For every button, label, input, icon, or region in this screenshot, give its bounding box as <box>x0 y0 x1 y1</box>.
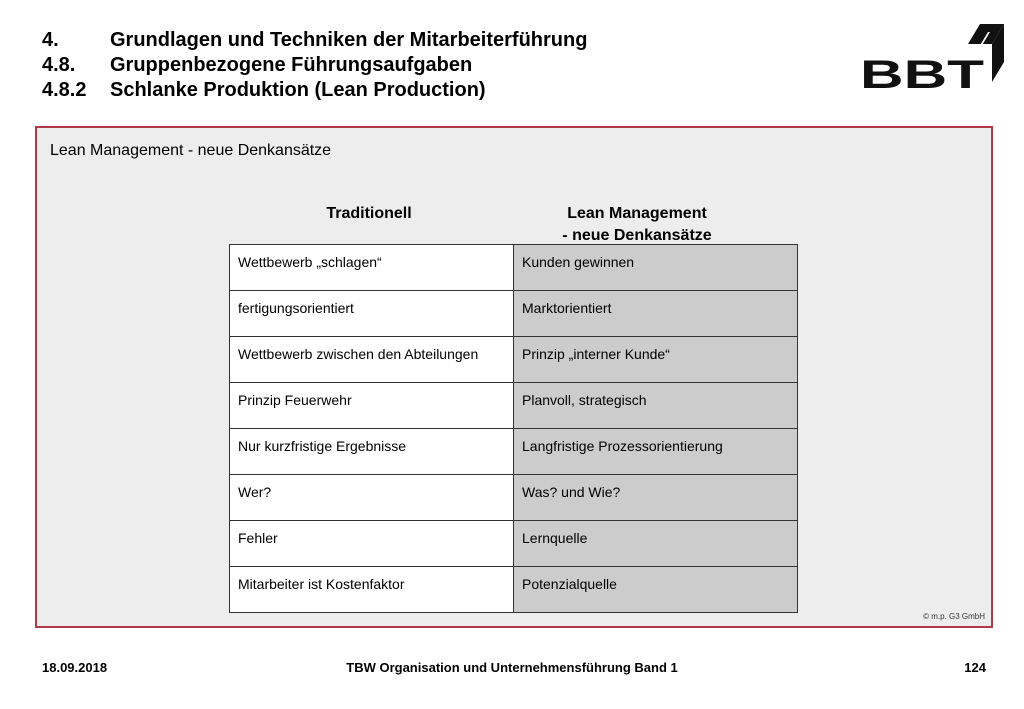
traditional-cell: fertigungsorientiert <box>230 291 514 337</box>
table-row <box>230 383 798 429</box>
header-line-3 <box>42 78 587 103</box>
table-row <box>230 337 798 383</box>
header-line-1 <box>42 28 587 53</box>
copyright-note: © m.p. G3 GmbH <box>923 612 985 621</box>
column-header-lean-line2: - neue Denkansätze <box>562 227 712 244</box>
traditional-cell: Wettbewerb zwischen den Abteilungen <box>230 337 514 383</box>
lean-cell: Langfristige Prozessorientierung <box>514 429 798 475</box>
traditional-cell: Prinzip Feuerwehr <box>230 383 514 429</box>
traditional-cell: Mitarbeiter ist Kostenfaktor <box>230 567 514 613</box>
table-row <box>230 475 798 521</box>
footer-page-number: 124 <box>964 660 986 675</box>
lean-cell: Kunden gewinnen <box>514 245 798 291</box>
header-number: 4.8.2 <box>42 79 87 101</box>
lean-cell: Prinzip „interner Kunde“ <box>514 337 798 383</box>
column-header-lean <box>537 203 737 247</box>
table-row <box>230 429 798 475</box>
column-header-lean-line1: Lean Management <box>567 205 707 222</box>
header-number: 4. <box>42 29 59 51</box>
panel-subtitle: Lean Management - neue Denkansätze <box>50 142 332 159</box>
table-row <box>230 291 798 337</box>
comparison-table <box>229 244 798 613</box>
header-number: 4.8. <box>42 54 76 76</box>
slide-header <box>42 28 587 103</box>
lean-cell: Planvoll, strategisch <box>514 383 798 429</box>
header-text: Schlanke Produktion (Lean Production) <box>110 79 486 101</box>
header-text: Gruppenbezogene Führungsaufgaben <box>110 54 473 76</box>
traditional-cell: Nur kurzfristige Ergebnisse <box>230 429 514 475</box>
table-row <box>230 521 798 567</box>
table-row <box>230 245 798 291</box>
traditional-cell: Fehler <box>230 521 514 567</box>
lean-cell: Lernquelle <box>514 521 798 567</box>
footer-date: 18.09.2018 <box>42 660 108 675</box>
lean-cell: Marktorientiert <box>514 291 798 337</box>
content-panel <box>35 126 993 628</box>
lean-cell: Was? und Wie? <box>514 475 798 521</box>
logo-text: BBT <box>860 53 984 96</box>
traditional-cell: Wettbewerb „schlagen“ <box>230 245 514 291</box>
header-text: Grundlagen und Techniken der Mitarbeiterführung <box>110 29 588 51</box>
bbt-logo <box>858 22 1004 96</box>
header-line-2 <box>42 53 587 78</box>
footer-title: TBW Organisation und Unternehmensführung Band 1 <box>346 660 678 675</box>
table-row <box>230 567 798 613</box>
column-header-traditional: Traditionell <box>326 205 412 222</box>
lean-cell: Potenzialquelle <box>514 567 798 613</box>
traditional-cell: Wer? <box>230 475 514 521</box>
